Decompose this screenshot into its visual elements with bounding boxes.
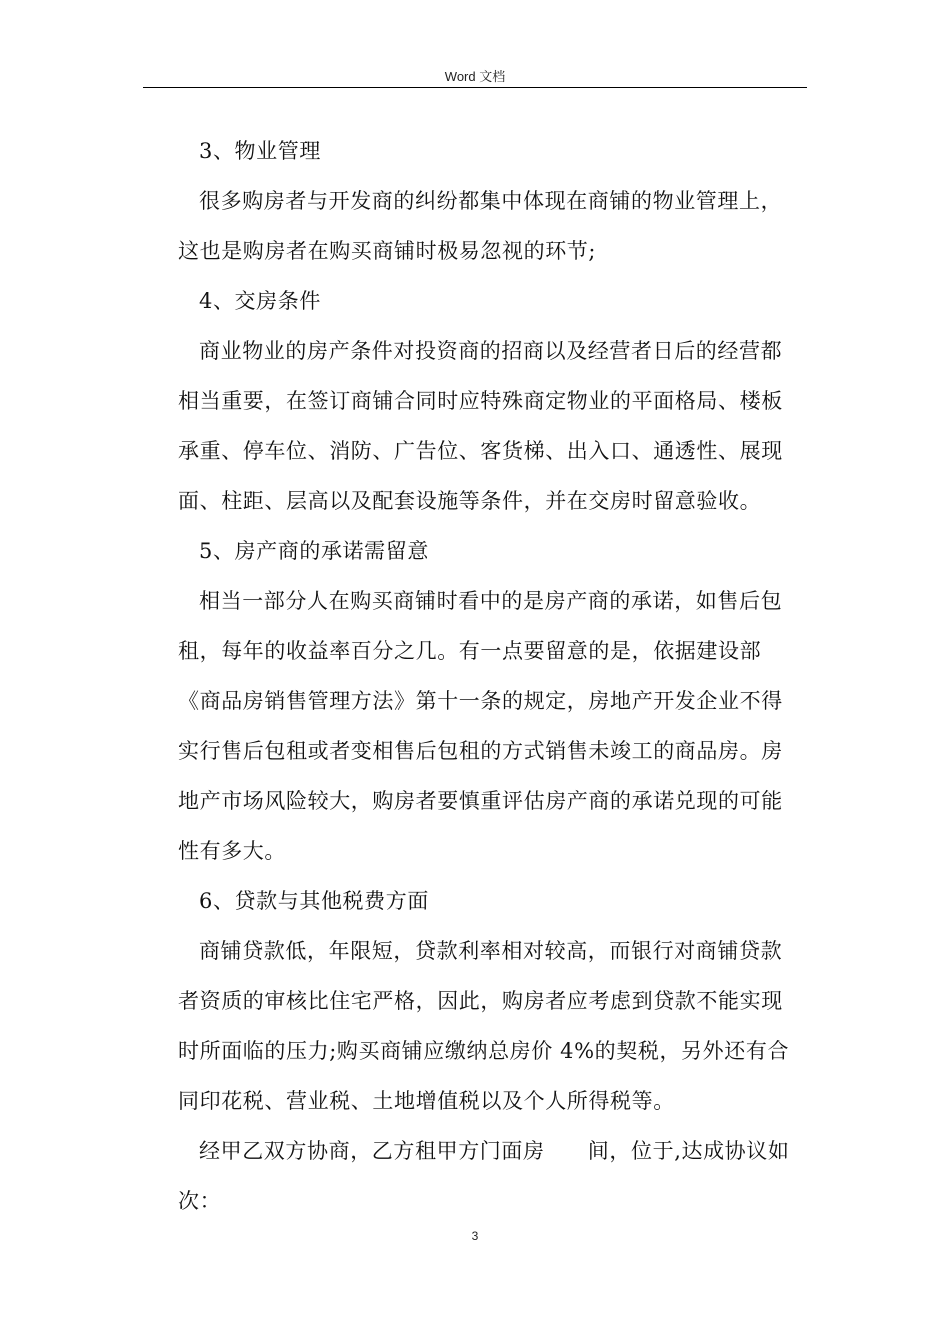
text-line: 3、物业管理 [199,139,321,163]
text-line: 5、房产商的承诺需留意 [199,539,429,563]
text-line: 很多购房者与开发商的纠纷都集中体现在商铺的物业管理上， [199,189,783,213]
text-line: 相当重要，在签订商铺合同时应特殊商定物业的平面格局、楼板 [178,389,783,413]
text-line: 次： [178,1189,222,1213]
text-line: 商铺贷款低，年限短，贷款利率相对较高，而银行对商铺贷款 [199,939,783,963]
text-line: 商业物业的房产条件对投资商的招商以及经营者日后的经营都 [199,339,783,363]
header-title: Word 文档 [444,69,506,84]
text-line: 相当一部分人在购买商铺时看中的是房产商的承诺，如售后包 [199,589,783,613]
document-body [178,126,810,1226]
text-line: 承重、停车位、消防、广告位、客货梯、出入口、通透性、展现 [178,439,783,463]
text-line: 者资质的审核比住宅严格，因此，购房者应考虑到贷款不能实现 [178,989,783,1013]
text-line: 《商品房销售管理方法》第十一条的规定，房地产开发企业不得 [178,689,783,713]
text-line: 经甲乙双方协商，乙方租甲方门面房 间，位于,达成协议如 [199,1139,790,1163]
text-line: 地产市场风险较大，购房者要慎重评估房产商的承诺兑现的可能 [178,789,783,813]
text-line: 租，每年的收益率百分之几。有一点要留意的是，依据建设部 [178,639,762,663]
text-line: 这也是购房者在购买商铺时极易忽视的环节; [178,239,597,263]
header-divider [143,87,807,88]
page-number: 3 [471,1229,479,1243]
text-line: 实行售后包租或者变相售后包租的方式销售未竣工的商品房。房 [178,739,783,763]
text-line: 6、贷款与其他税费方面 [199,889,429,913]
text-line: 时所面临的压力;购买商铺应缴纳总房价 4%的契税，另外还有合 [178,1039,790,1063]
text-line: 同印花税、营业税、土地增值税以及个人所得税等。 [178,1089,675,1113]
text-line: 面、柱距、层高以及配套设施等条件，并在交房时留意验收。 [178,489,762,513]
text-line: 性有多大。 [178,839,286,863]
text-line: 4、交房条件 [199,289,321,313]
